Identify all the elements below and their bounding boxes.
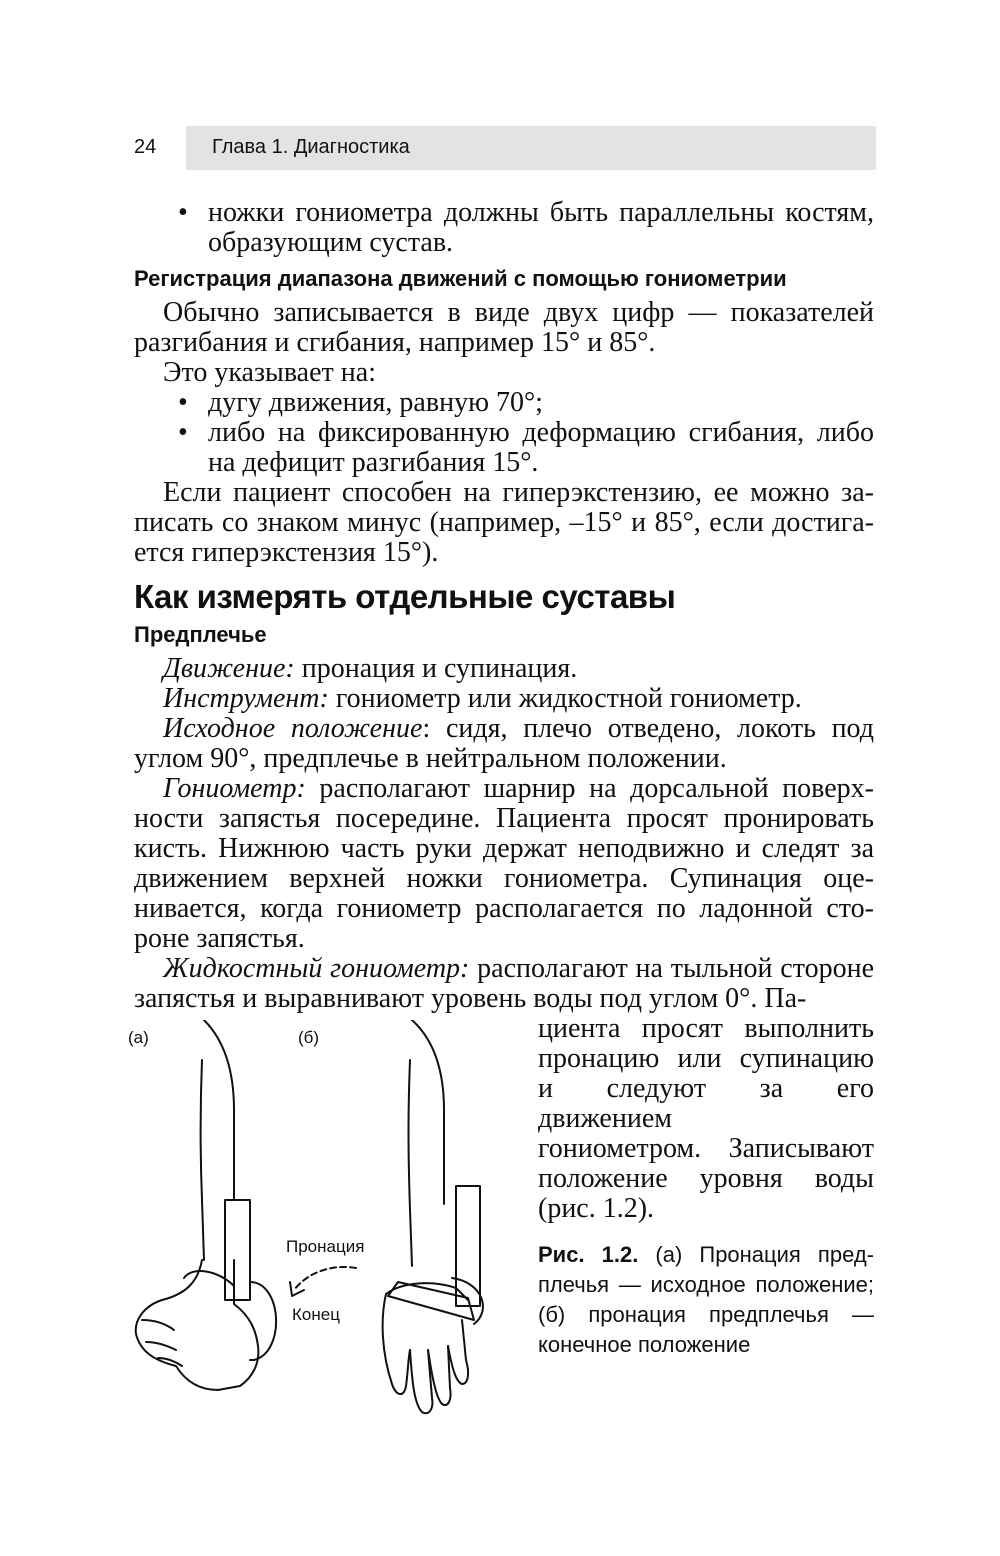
paragraph — [134, 684, 874, 714]
caption-text: (а) Пронация предплечья — исходное положение; (б) пронация предплечья — конечное положение — [538, 1242, 874, 1357]
goniometer-a — [225, 1200, 250, 1300]
text-line: (рис. 1.2). — [538, 1193, 655, 1224]
term-label: Движение: — [163, 653, 295, 684]
end-label: Конец — [292, 1305, 340, 1324]
bullet-text: дугу движения, равную 70°; — [208, 387, 543, 418]
hand-finger-a — [142, 1320, 174, 1330]
term-text: гониометр или жидкостной гониометр. — [328, 683, 802, 714]
figure-caption — [538, 1240, 874, 1360]
hand-outline-b — [383, 1294, 410, 1394]
figure-label-b: (б) — [298, 1028, 320, 1047]
paragraph: Обычно записывается в виде двух цифр — показателей разгибания и сгибания, например 15° и 85°. — [134, 297, 874, 358]
term-label: Инструмент: — [163, 683, 329, 714]
hand-finger-b — [448, 1320, 468, 1384]
term-text: пронация и супинация. — [294, 653, 578, 684]
figure-forearm-pronation — [122, 1020, 522, 1440]
goniometer-plate-b — [388, 1282, 474, 1320]
section-subheading: Регистрация диапазона движений с помощью гониометрии — [134, 266, 787, 291]
text-line: пронацию или супинацию — [538, 1043, 874, 1074]
bullet-line: ножки гониометра должны быть параллельны костям, — [208, 197, 874, 228]
text-line: и следуют за его движением — [538, 1073, 874, 1134]
running-header-title: Глава 1. Диагностика — [212, 136, 410, 158]
paragraph: Это указывает на: — [163, 357, 376, 388]
term-text: : сидя, плечо отведено, локоть под углом 90°, предплечье в нейтральном положении. — [134, 713, 874, 774]
text-line: гониометром. Записывают — [538, 1133, 874, 1164]
pronation-label: Пронация — [286, 1237, 365, 1256]
bullet-line: образующим сустав. — [208, 227, 454, 258]
pronation-arrow-path — [294, 1267, 356, 1290]
paragraph: Если пациент способен на гиперэкстензию, ее можно записать со знаком минус (например, –15° и 85°, если достигается гиперэкстензия 15°). — [134, 477, 874, 568]
text-line: циента просят выполнить — [538, 1013, 874, 1044]
term-label: Жидкостный гониометр: — [163, 953, 470, 984]
paragraph — [134, 654, 874, 684]
arm-outline-a — [201, 1060, 205, 1260]
bullet-mark: • — [178, 387, 188, 418]
term-text: располагают шарнир на дорсальной поверхности запястья посередине. Пациента просят пронировать кисть. Нижнюю часть руки держат неподвижно и следят за движением верхней ножки гониометра. Супинация оценивается, когда гониометр располагается по ладонной стороне запястья. — [134, 773, 874, 954]
bullet-mark: • — [178, 197, 188, 228]
term-text: располагают на тыльной стороне запястья и выравнивают уровень воды под углом 0°. Па- — [134, 953, 874, 1014]
arm-outline-a — [204, 1020, 234, 1200]
paragraph — [134, 774, 874, 954]
text-line: положение уровня воды — [538, 1163, 874, 1194]
paragraph — [134, 714, 874, 774]
section-subheading: Предплечье — [134, 622, 267, 647]
hand-finger-a — [146, 1342, 176, 1350]
term-label: Исходное положение — [163, 713, 423, 744]
bullet-text: либо на фиксированную деформацию сгибания, либо на дефицит разгибания 15°. — [208, 417, 874, 478]
list-item — [134, 198, 874, 258]
paragraph — [134, 954, 874, 1014]
section-heading: Как измерять отдельные суставы — [134, 578, 676, 615]
arm-outline-b — [412, 1020, 444, 1204]
arm-outline-b — [409, 1060, 413, 1266]
term-label: Гониометр: — [163, 773, 306, 804]
pronation-arrowhead — [290, 1282, 304, 1296]
wrapped-paragraph — [538, 1014, 874, 1224]
hand-outline-a — [136, 1260, 259, 1390]
caption-number: Рис. 1.2. — [538, 1242, 639, 1267]
bullet-mark: • — [178, 417, 188, 448]
list-item — [134, 418, 874, 478]
page-number: 24 — [134, 136, 157, 158]
goniometer-b — [456, 1186, 480, 1306]
figure-label-a: (а) — [128, 1028, 149, 1047]
list-item — [134, 388, 874, 418]
goniometer-dial-a — [250, 1282, 276, 1360]
